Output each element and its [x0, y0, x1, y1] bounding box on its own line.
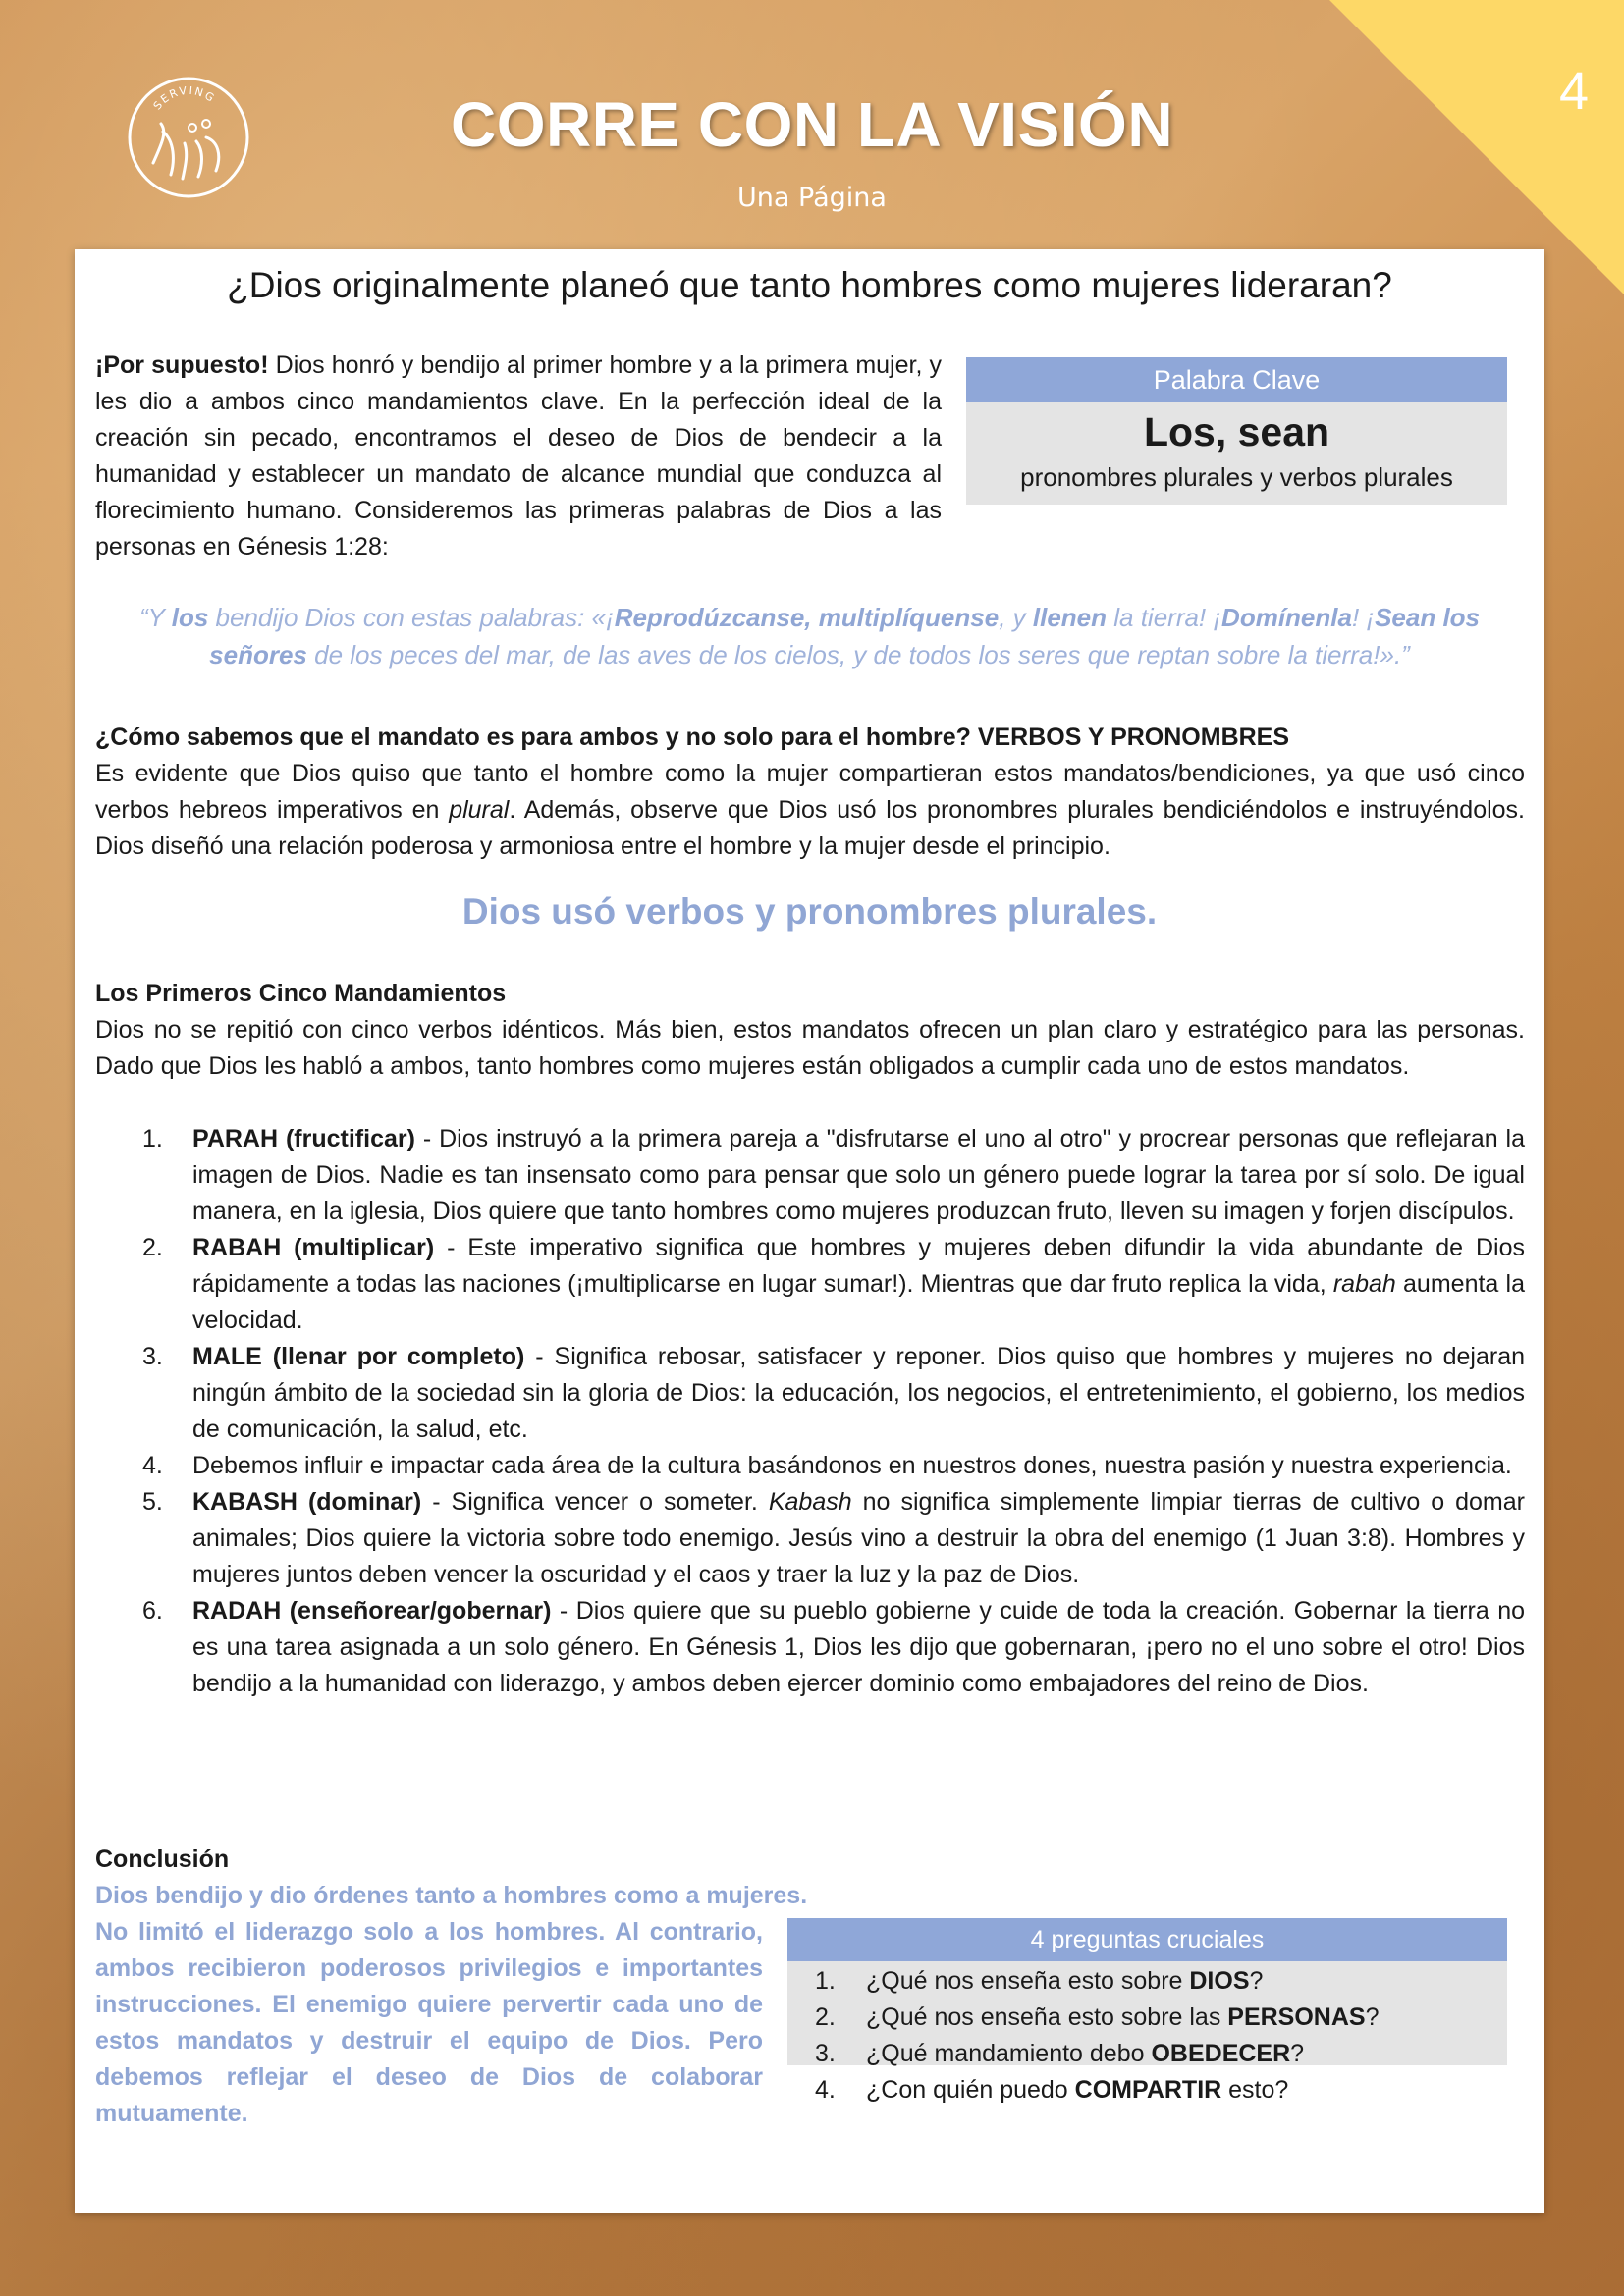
intro-lead: ¡Por supuesto! [95, 351, 269, 379]
question-heading: ¿Dios originalmente planeó que tanto hombres como mujeres lideraran? [227, 265, 1392, 305]
questions-list [787, 1961, 1507, 2109]
list-item: 3. ¿Qué mandamiento debo OBEDECER? [815, 2040, 1305, 2067]
list-item: 1. PARAH (fructificar) - Dios instruyó a la primera pareja a "disfrutarse el uno al otro" y procrear personas que reflejaran la imagen de Dios. Nadie es tan insensato como para pensar que solo un género puede lograr la tarea por sí solo. De igual manera, en la iglesia, Dios quiere que tanto hombres como mujeres produzcan fruto, lleven su imagen y forjen discípulos. [142, 1125, 1525, 1225]
intro-text: Dios honró y bendijo al primer hombre y a la primera mujer, y les dio a ambos cinco mandamientos clave. En la perfección ideal de la creación sin pecado, encontramos el deseo de Dios de bendecir a la humanidad y establecer un mandato de alcance mundial que conduzca al florecimiento humano. Consideremos las primeras palabras de Dios a las personas en Génesis 1:28: [95, 351, 942, 561]
content-card [75, 249, 1544, 2213]
page-subtitle: Una Página [737, 183, 887, 213]
list-item: 3. MALE (llenar por completo) - Significa rebosar, satisfacer y reponer. Dios quiso que hombres y mujeres no dejaran ningún ámbito de la sociedad sin la gloria de Dios: la educación, los negocios, el entretenimiento, el gobierno, los medios de comunicación, la salud, etc. [142, 1343, 1525, 1443]
conclusion-body: No limitó el liderazgo solo a los hombres. Al contrario, ambos recibieron poderosos privilegios e importantes instrucciones. El enemigo quiere pervertir cada uno de estos mandatos y destruir el equipo de Dios. Pero debemos reflejar el deseo de Dios de colaborar mutuamente. [95, 1918, 763, 2127]
list-item: 2. RABAH (multiplicar) - Este imperativo significa que hombres y mujeres deben difundir la vida abundante de Dios rápidamente a todas las naciones (¡multiplicarse en lugar sumar!). Mientras que dar fruto replica la vida, rabah aumenta la velocidad. [142, 1234, 1525, 1334]
list-item: 5. KABASH (dominar) - Significa vencer o someter. Kabash no significa simplemente limpiar tierras de cultivo o domar animales; Dios quiere la victoria sobre todo enemigo. Jesús vino a destruir la obra del enemigo (1 Juan 3:8). Hombres y mujeres juntos deben vencer la oscuridad y el caos y traer la luz y la paz de Dios. [142, 1488, 1525, 1588]
svg-text:SERVING: SERVING [150, 83, 218, 113]
questions-box [787, 1918, 1507, 2104]
page-title: CORRE CON LA VISIÓN [450, 89, 1174, 160]
keyword-word: Los, sean [1143, 409, 1330, 454]
list-item: 4. Debemos influir e impactar cada área de la cultura basándonos en nuestros dones, nuestra pasión y nuestra experiencia. [142, 1452, 1512, 1479]
list-item: 6. RADAH (enseñorear/gobernar) - Dios quiere que su pueblo gobierne y cuide de toda la creación. Gobernar la tierra no es una tarea asignada a un solo género. En Génesis 1, Dios les dijo que gobernaran, ¡pero no el uno sobre el otro! Dios bendijo a la humanidad con liderazgo, y ambos deben ejercer dominio como embajadores del reino de Dios. [142, 1597, 1526, 1697]
conclusion-line: Dios bendijo y dio órdenes tanto a hombres como a mujeres. [95, 1882, 808, 1909]
page-number: 4 [1558, 62, 1589, 121]
keyword-box [966, 357, 1507, 505]
intro-paragraph [95, 347, 942, 565]
conclusion-heading: Conclusión [95, 1845, 230, 1873]
section-how-heading: ¿Cómo sabemos que el mandato es para ambos y no solo para el hombre? VERBOS Y PRONOMBRES [95, 723, 1290, 751]
list-item: 4. ¿Con quién puedo COMPARTIR esto? [815, 2076, 1289, 2104]
commands-list [95, 1121, 1525, 1702]
section-commands-heading: Los Primeros Cinco Mandamientos [95, 980, 507, 1007]
questions-box-header: 4 preguntas cruciales [787, 1918, 1507, 1961]
list-item: 1. ¿Qué nos enseña esto sobre DIOS? [815, 1967, 1264, 1995]
keyword-description: pronombres plurales y verbos plurales [1020, 462, 1453, 492]
list-item: 2. ¿Qué nos enseña esto sobre las PERSONAS? [815, 2003, 1380, 2031]
keyword-box-header: Palabra Clave [966, 357, 1507, 402]
highlight-statement: Dios usó verbos y pronombres plurales. [461, 891, 1158, 932]
section-commands-text: Dios no se repitió con cinco verbos idénticos. Más bien, estos mandatos ofrecen un plan claro y estratégico para las personas. Dado que Dios les habló a ambos, tanto hombres como mujeres están obligados a cumplir cada uno de estos mandatos. [95, 1016, 1525, 1080]
section-how-text: Es evidente que Dios quiso que tanto el hombre como la mujer compartieran estos mandatos/bendiciones, ya que usó cinco verbos hebreos imperativos en plural. Además, observe que Dios usó los pronombres plurales bendiciéndolos e instruyéndolos. Dios diseñó una relación poderosa y armoniosa entre el hombre y la mujer desde el principio. [95, 760, 1526, 860]
genesis-quote: “Y los bendijo Dios con estas palabras: «¡Reprodúzcanse, multiplíquense, y llenen la tierra! ¡Domínenla! ¡Sean los señores de los peces del mar, de las aves de los cielos, y de todos los seres que reptan sobre la tierra!».” [138, 603, 1481, 669]
